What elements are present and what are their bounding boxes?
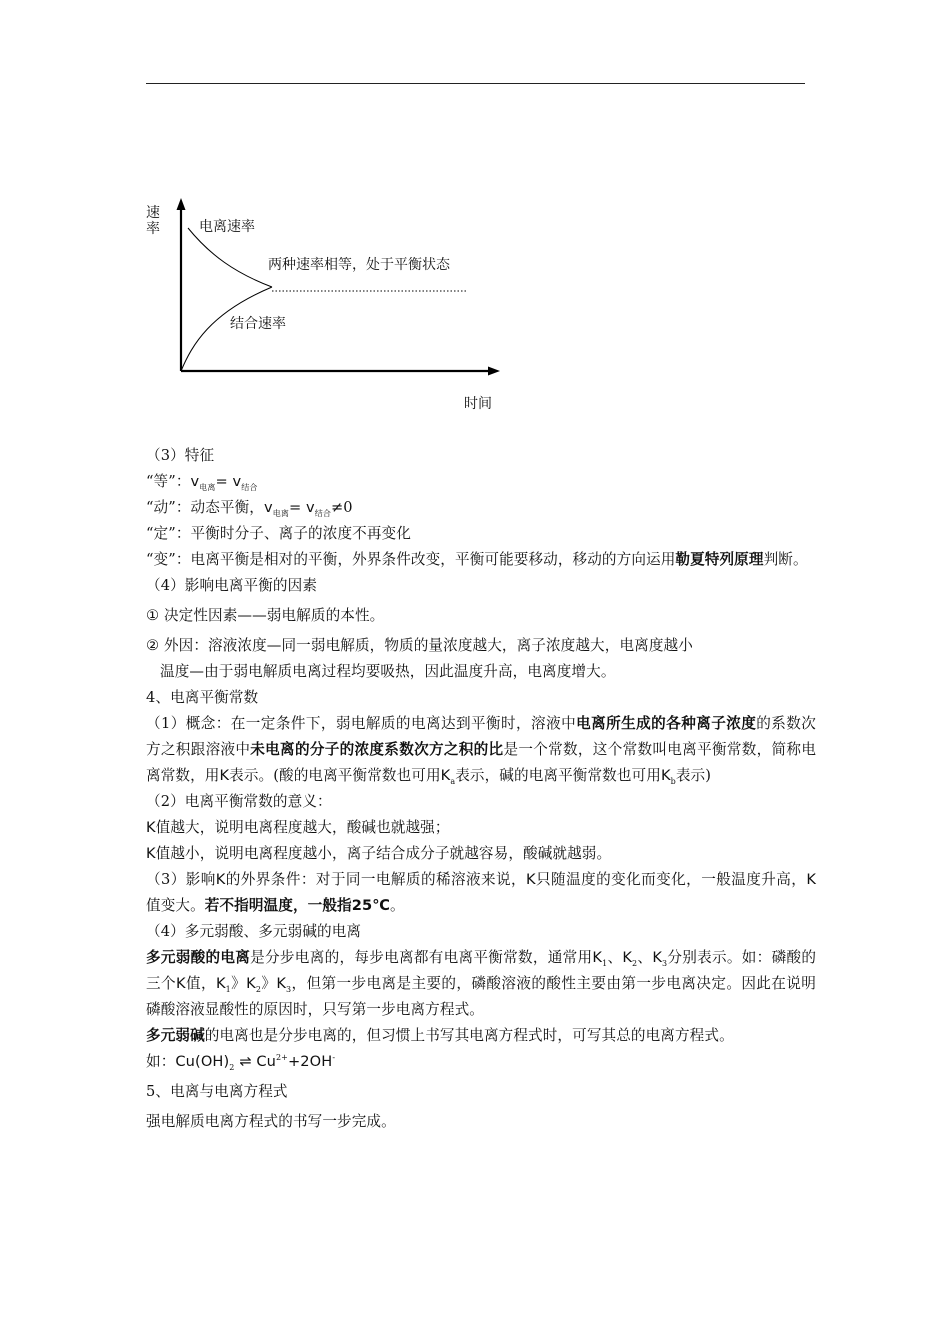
meaning-2-text: 值越小，说明电离程度越小，离子结合成分子就越容易，酸碱就越弱。: [155, 845, 612, 862]
not-equal-zero: ≠0: [330, 499, 353, 516]
kb-k: K: [660, 767, 671, 784]
kb-sub: b: [670, 776, 676, 786]
k2-sub: 2: [632, 958, 638, 968]
factors-paragraph: [146, 867, 816, 919]
k3-k-b: K: [276, 975, 286, 992]
concept-bold-1: 电离所生成的各种离子浓度: [576, 715, 757, 732]
x-axis-arrow: [488, 367, 500, 376]
k-symbol-c3a: K: [215, 871, 226, 888]
feature-dong: [146, 495, 816, 521]
k3-k: K: [652, 949, 662, 966]
circled-2: ②: [146, 637, 160, 654]
sub-jiehe-2: 结合: [314, 508, 331, 518]
c3-c: 只随温度的变化而变化，一般温度升高，: [535, 871, 807, 888]
c4-b: 分别表示。如：: [667, 949, 772, 966]
c4-f: 的电离也是分步电离的，但习惯上书写其电离方程式时，可写其总的电离方程式。: [204, 1027, 734, 1044]
polybase-paragraph: [146, 1023, 816, 1049]
part5-title: 5、电离与电离方程式: [146, 1083, 288, 1100]
factor-1-text: 决定性因素——弱电解质的本性。: [163, 607, 385, 624]
sub-jiehe: 结合: [241, 482, 258, 492]
c3-end: 。: [390, 897, 405, 914]
circled-1: ①: [146, 607, 160, 624]
v-symbol-2: v: [263, 499, 273, 516]
concept-a: （1）概念：在一定条件下，弱电解质的电离达到平衡时，溶液中: [146, 715, 577, 732]
k1-k-b: K: [215, 975, 226, 992]
ka-k: K: [440, 767, 451, 784]
ex-oh-charge: -: [332, 1053, 336, 1063]
deng-head: “等”：: [146, 473, 191, 490]
ex-oh: +2OH: [287, 1053, 333, 1070]
sub-dianli: 电离: [199, 482, 216, 492]
sec4-title: （4）影响电离平衡的因素: [146, 577, 318, 594]
part4-title: 4、电离平衡常数: [146, 689, 259, 706]
part5-line-1: 强电解质电离方程式的书写一步完成。: [146, 1113, 396, 1130]
ex-cu: Cu: [256, 1053, 276, 1070]
polyprotic-bold: 多元弱酸的电离: [146, 949, 251, 966]
document-body: [146, 443, 816, 1135]
k-symbol-m2: K: [146, 845, 156, 862]
x-label: 时间: [464, 396, 492, 412]
ex-sub-2: 2: [229, 1062, 235, 1072]
meaning-1-text: 值越大，说明电离程度越大，酸碱也就越强；: [155, 819, 450, 836]
polyprotic-paragraph: 多元弱酸的电离是分步电离的，每步电离都有电离平衡常数，通常用$K_1$、$K_2$、$K_3$分别表示。如：磷酸的三个K值，$K_1$》$K_2$》$K_3$，但第一步电离是主要的，磷酸溶液的酸性主要由第一步电离决定。因此在说明磷酸溶液显酸性的原因时，只写第一步电离方程式。: [146, 949, 817, 1018]
bian-text-b: 判断。: [763, 551, 808, 568]
ex-cuoh: Cu(OH): [175, 1053, 230, 1070]
bian-text-a: “变”：电离平衡是相对的平衡，外界条件改变，平衡可能要移动，移动的方向运用: [146, 551, 676, 568]
factor-2: [146, 633, 816, 659]
k3-sub: 3: [662, 958, 668, 968]
y-label-bottom: 率: [146, 221, 160, 237]
concept-d: 是一个常数，这个常数叫电离平衡常数，简称电离常数，用: [146, 741, 817, 784]
k2-sub-b: 2: [255, 984, 262, 994]
header-rule: [146, 83, 805, 84]
sec3-title: （3）特征: [146, 447, 215, 464]
combine-rate-label: 结合速率: [230, 316, 286, 332]
feature-ding: “定”：平衡时分子、离子的浓度不再变化: [146, 525, 411, 542]
c4-d: 值，: [185, 975, 216, 992]
k1-sub: 1: [602, 958, 608, 968]
gg-2: 》: [261, 975, 277, 992]
k-symbol-c4: K: [176, 975, 186, 992]
ex-cu-charge: 2+: [275, 1053, 288, 1063]
concept-c: 的系数次方之积跟溶液中: [146, 715, 817, 758]
concept-paragraph: [146, 711, 816, 789]
equilibrium-arrow: ⇌: [239, 1053, 252, 1070]
c3-d: 值变大。: [146, 897, 205, 914]
c4-a: 是分步电离的，每步电离都有电离平衡常数，通常用: [250, 949, 593, 966]
equilibrium-label: 两种速率相等，处于平衡状态: [268, 257, 450, 273]
meaning-line-2: [146, 841, 816, 867]
polyprotic-title: （4）多元弱酸、多元弱碱的电离: [146, 923, 362, 940]
feature-bian: [146, 547, 816, 573]
c4-e: ，但第一步电离是主要的，磷酸溶液的酸性主要由第一步电离决定。因此在说明磷酸溶液显酸性的原因时，只写第一步电离方程式。: [146, 975, 816, 1018]
k-symbol: K: [219, 767, 230, 784]
y-axis-arrow: [177, 198, 186, 210]
meaning-title: （2）电离平衡常数的意义：: [146, 793, 332, 810]
c4-c: 磷酸的三个: [146, 949, 817, 992]
k1-k: K: [592, 949, 603, 966]
k2-k-b: K: [246, 975, 256, 992]
k-symbol-c3c: K: [806, 871, 816, 888]
c3-temp: 25℃: [351, 897, 391, 914]
dong-head: “动”：动态平衡，: [146, 499, 264, 516]
meaning-line-1: [146, 815, 816, 841]
factor-temperature: 温度—由于弱电解质电离过程均要吸热，因此温度升高，电离度增大。: [160, 663, 616, 680]
k-symbol-c3b: K: [526, 871, 536, 888]
c3-bold: 若不指明温度，一般指: [204, 897, 352, 914]
ka-sub: a: [450, 776, 456, 786]
k2-k: K: [622, 949, 633, 966]
polybase-bold: 多元弱碱: [146, 1027, 205, 1044]
example-equation: [146, 1049, 816, 1075]
concept-bold-2: 未电离的分子的浓度系数次方之积的比: [250, 741, 504, 758]
sub-dianli-2: 电离: [272, 508, 289, 518]
equals-v-2: = v: [288, 499, 315, 516]
k3-sub-b: 3: [285, 984, 292, 994]
ionize-rate-curve: [188, 228, 272, 287]
c3-a: （3）影响: [146, 871, 216, 888]
ex-head: 如：: [146, 1053, 176, 1070]
concept-g: 表示): [675, 767, 712, 784]
v-symbol: v: [190, 473, 200, 490]
y-label-top: 速: [146, 205, 160, 221]
feature-deng: [146, 469, 816, 495]
c3-b: 的外界条件：对于同一电解质的稀溶液来说，: [225, 871, 527, 888]
k1-sub-b: 1: [225, 984, 231, 994]
equals-v: = v: [215, 473, 242, 490]
ionize-rate-label: 电离速率: [199, 219, 255, 235]
rate-time-diagram: [140, 195, 520, 420]
concept-f: 表示，碱的电离平衡常数也可用: [455, 767, 661, 784]
gg-1: 》: [230, 975, 247, 992]
factor-2-text: 外因：溶液浓度—同一弱电解质，物质的量浓度越大，离子浓度越大，电离度越小: [163, 637, 693, 654]
concept-e: 表示。(酸的电离平衡常数也可用: [229, 767, 441, 784]
factor-1: [146, 603, 816, 629]
le-chatelier-principle: 勒夏特列原理: [675, 551, 764, 568]
k-symbol-m1: K: [146, 819, 156, 836]
